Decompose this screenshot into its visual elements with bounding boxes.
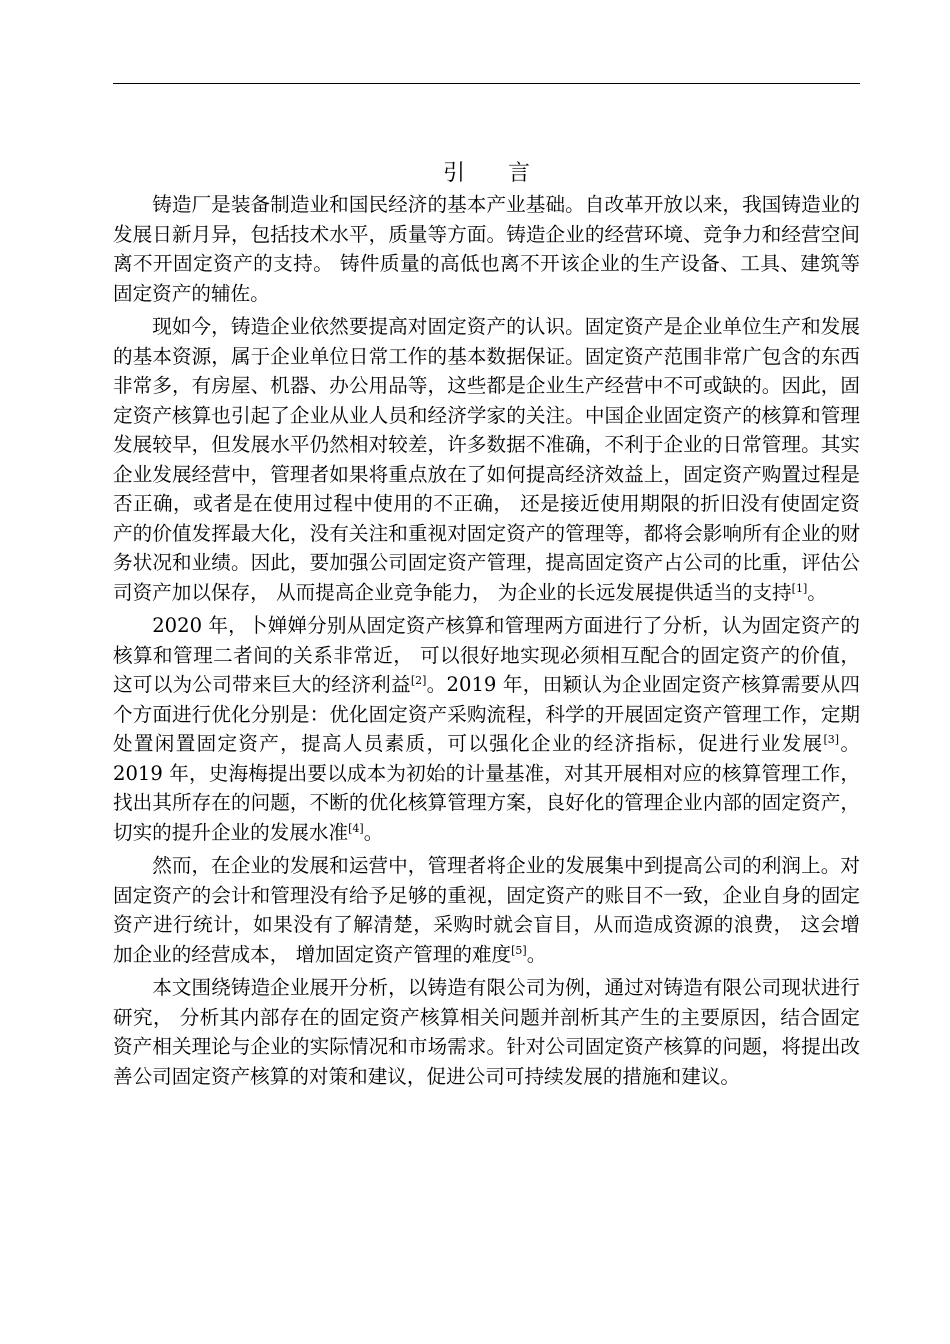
paragraph-text: 2020 年，卜婵婵分别从固定资产核算和管理两方面进行了分析，认为固定资产的核算和管理二者间的关系非常近， 可以很好地实现必须相互配合的固定资产的价值，这可以为公司带来巨大的经济利益 <box>113 614 860 696</box>
citation-4: [4] <box>348 821 364 835</box>
citation-3: [3] <box>823 733 840 746</box>
citation-5: [5] <box>511 943 527 957</box>
section-title: 引 言 <box>443 161 548 186</box>
paragraph-4 <box>113 851 860 969</box>
citation-1: [1] <box>791 581 808 595</box>
paragraph-5 <box>113 973 860 1091</box>
paragraph-text: 。 <box>526 942 547 966</box>
paragraph-text: 现如今，铸造企业依然要提高对固定资产的认识。固定资产是企业单位生产和发展的基本资源，属于企业单位日常工作的基本数据保证。固定资产范围非常广包含的东西非常多，有房屋、机器、办公用品等，这些都是企业生产经营中不可或缺的。因此，固定资产核算也引起了企业从业人员和经济学家的关注。中国企业固定资产的核算和管理发展较早，但发展水平仍然相对较差，许多数据不准确，不利于企业的日常管理。其实企业发展经营中，管理者如果将重点放在了如何提高经济效益上，固定资产购置过程是否正确，或者是在使用过程中使用的不正确， 还是接近使用期限的折旧没有使固定资产的价值发挥最大化，没有关注和重视对固定资产的管理等，都将会影响所有企业的财务状况和业绩。因此，要加强公司固定资产管理，提高固定资产占公司的比重，评估公司资产加以保存， 从而提高企业竞争能力， 为企业的长远发展提供适当的支持 <box>113 315 860 604</box>
header-rule <box>113 83 860 84</box>
paragraph-text: 然而，在企业的发展和运营中，管理者将企业的发展集中到提高公司的利润上。对固定资产的会计和管理没有给予足够的重视，固定资产的账目不一致，企业自身的固定资产进行统计，如果没有了解清楚，采购时就会盲目，从而造成资源的浪费， 这会增加企业的经营成本， 增加固定资产管理的难度 <box>113 854 860 966</box>
paragraph-text: 铸造厂是装备制造业和国民经济的基本产业基础。自改革开放以来，我国铸造业的发展日新月异，包括技术水平，质量等方面。铸造企业的经营环境、竞争力和经营空间离不开固定资产的支持。 铸件质量的高低也离不开该企业的生产设备、工具、建筑等固定资产的辅佐。 <box>113 193 860 305</box>
document-body <box>113 160 860 1095</box>
paragraph-1 <box>113 190 860 308</box>
paragraph-text: 。 <box>363 820 384 844</box>
paragraph-text: 本文围绕铸造企业展开分析，以铸造有限公司为例，通过对铸造有限公司现状进行研究， 分析其内部存在的固定资产核算相关问题并剖析其产生的主要原因，结合固定资产相关理论与企业的实际情况和市场需求。针对公司固定资产核算的问题，将提出改善公司固定资产核算的对策和建议，促进公司可持续发展的措施和建议。 <box>113 976 860 1088</box>
paragraph-text: 。2019 年，田颖认为企业固定资产核算需要从四个方面进行优化分别是：优化固定资产采购流程，科学的开展固定资产管理工作，定期处置闲置固定资产，提高人员素质，可以强化企业的经济指标，促进行业发展 <box>113 673 861 755</box>
paragraph-2 <box>113 312 860 607</box>
paragraph-text: 。2019 年，史海梅提出要以成本为初始的计量基准，对其开展相对应的核算管理工作，找出其所存在的问题，不断的优化核算管理方案，良好化的管理企业内部的固定资产，切实的提升企业的发展水准 <box>113 732 861 844</box>
paragraph-3 <box>113 611 860 847</box>
paragraph-text: 。 <box>807 580 827 604</box>
citation-2: [2] <box>410 674 427 687</box>
